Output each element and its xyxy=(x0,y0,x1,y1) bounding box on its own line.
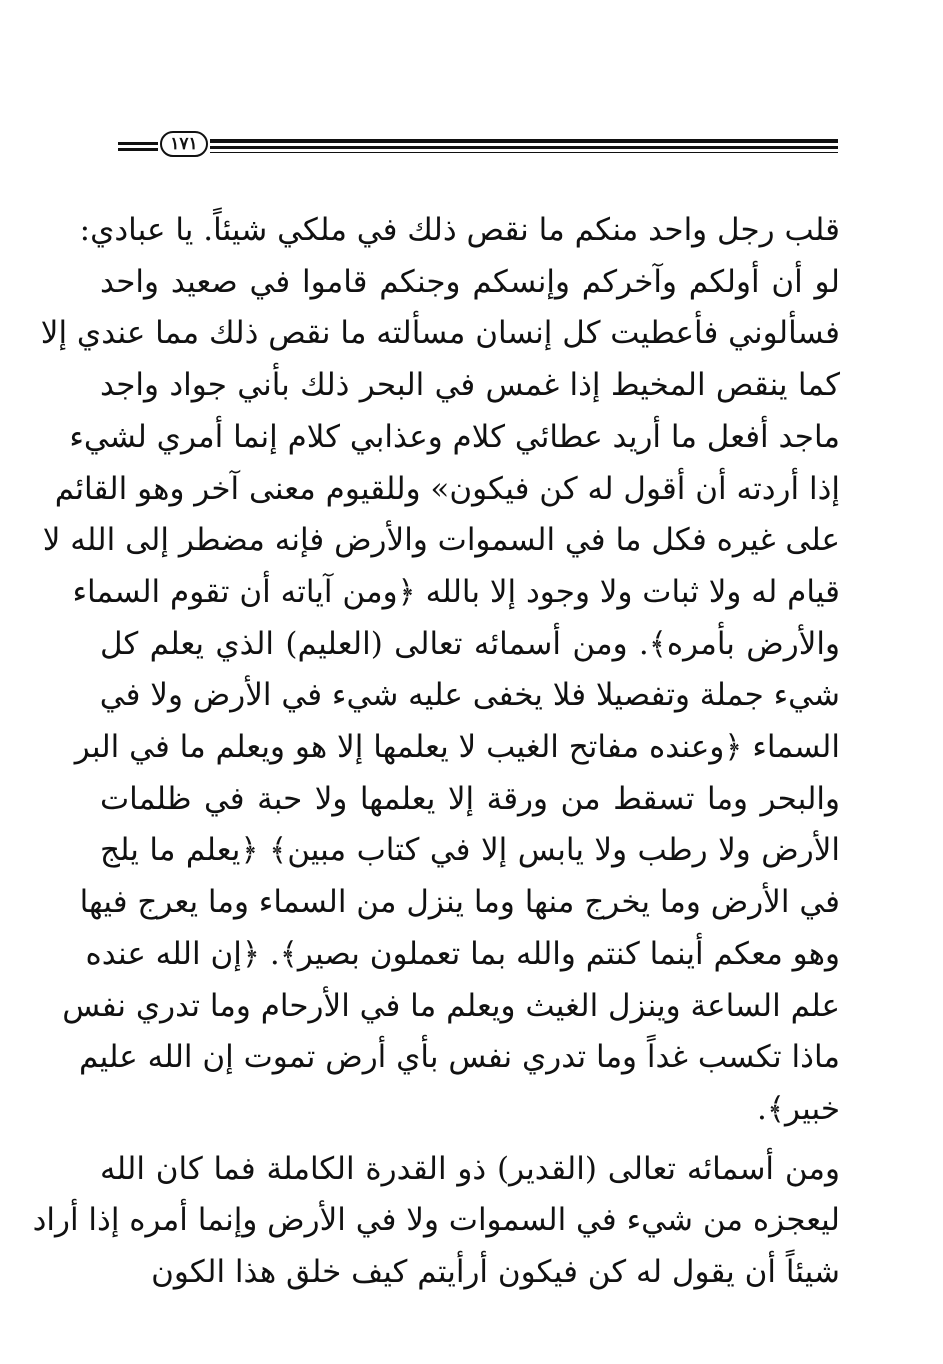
text-line: والبحر وما تسقط من ورقة إلا يعلمها ولا حبة في ظلمات xyxy=(100,780,840,817)
paragraph xyxy=(40,205,840,1136)
page-header xyxy=(118,130,838,164)
page-body xyxy=(32,205,840,1299)
header-rule-right xyxy=(210,146,838,149)
text-line: شيئاً أن يقول له كن فيكون أرأيتم كيف خلق هذا الكون xyxy=(151,1254,840,1291)
header-rule-right xyxy=(210,152,838,153)
text-line: ليعجزه من شيء في السموات ولا في الأرض وإنما أمره إذا أراد xyxy=(32,1202,840,1239)
header-rule-left xyxy=(118,148,158,151)
text-line: كما ينقص المخيط إذا غمس في البحر ذلك بأني جواد واجد xyxy=(100,367,840,404)
header-rule-left xyxy=(118,142,158,145)
text-line: شيء جملة وتفصيلا فلا يخفى عليه شيء في الأرض ولا في xyxy=(99,677,840,714)
text-line: على غيره فكل ما في السموات والأرض فإنه مضطر إلى الله لا xyxy=(42,522,840,559)
text-line: قلب رجل واحد منكم ما نقص ذلك في ملكي شيئاً. يا عبادي: xyxy=(79,212,840,248)
text-line: خبير﴾. xyxy=(757,1090,840,1127)
text-line: إذا أردته أن أقول له كن فيكون» وللقيوم معنى آخر وهو القائم xyxy=(54,470,840,507)
header-rule-right xyxy=(210,139,838,143)
text-line: الأرض ولا رطب ولا يابس إلا في كتاب مبين﴾ ﴿يعلم ما يلج xyxy=(100,832,840,869)
text-line: قيام له ولا ثبات ولا وجود إلا بالله ﴿ومن آياته أن تقوم السماء xyxy=(72,573,840,610)
text-line: والأرض بأمره﴾. ومن أسمائه تعالى (العليم) الذي يعلم كل xyxy=(100,625,840,662)
text-line: ماذا تكسب غداً وما تدري نفس بأي أرض تموت إن الله عليم xyxy=(79,1039,840,1076)
text-line: في الأرض وما يخرج منها وما ينزل من السماء وما يعرج فيها xyxy=(79,884,840,921)
paragraph xyxy=(32,1144,840,1299)
text-line: ماجد أفعل ما أريد عطائي كلام وعذابي كلام إنما أمري لشيء xyxy=(69,418,840,455)
text-line: لو أن أولكم وآخركم وإنسكم وجنكم قاموا في صعيد واحد xyxy=(100,263,840,300)
text-line: ومن أسمائه تعالى (القدير) ذو القدرة الكاملة فما كان الله xyxy=(100,1150,840,1187)
text-line: فسألوني فأعطيت كل إنسان مسألته ما نقص ذلك مما عندي إلا xyxy=(40,315,840,352)
text-line: السماء ﴿وعنده مفاتح الغيب لا يعلمها إلا هو ويعلم ما في البر xyxy=(74,729,840,766)
text-line: علم الساعة وينزل الغيث ويعلم ما في الأرحام وما تدري نفس xyxy=(62,987,840,1024)
text-line: وهو معكم أينما كنتم والله بما تعملون بصير﴾. ﴿إن الله عنده xyxy=(85,935,840,972)
page-number: ١٧١ xyxy=(160,131,208,157)
paragraph-gap xyxy=(100,1136,840,1144)
